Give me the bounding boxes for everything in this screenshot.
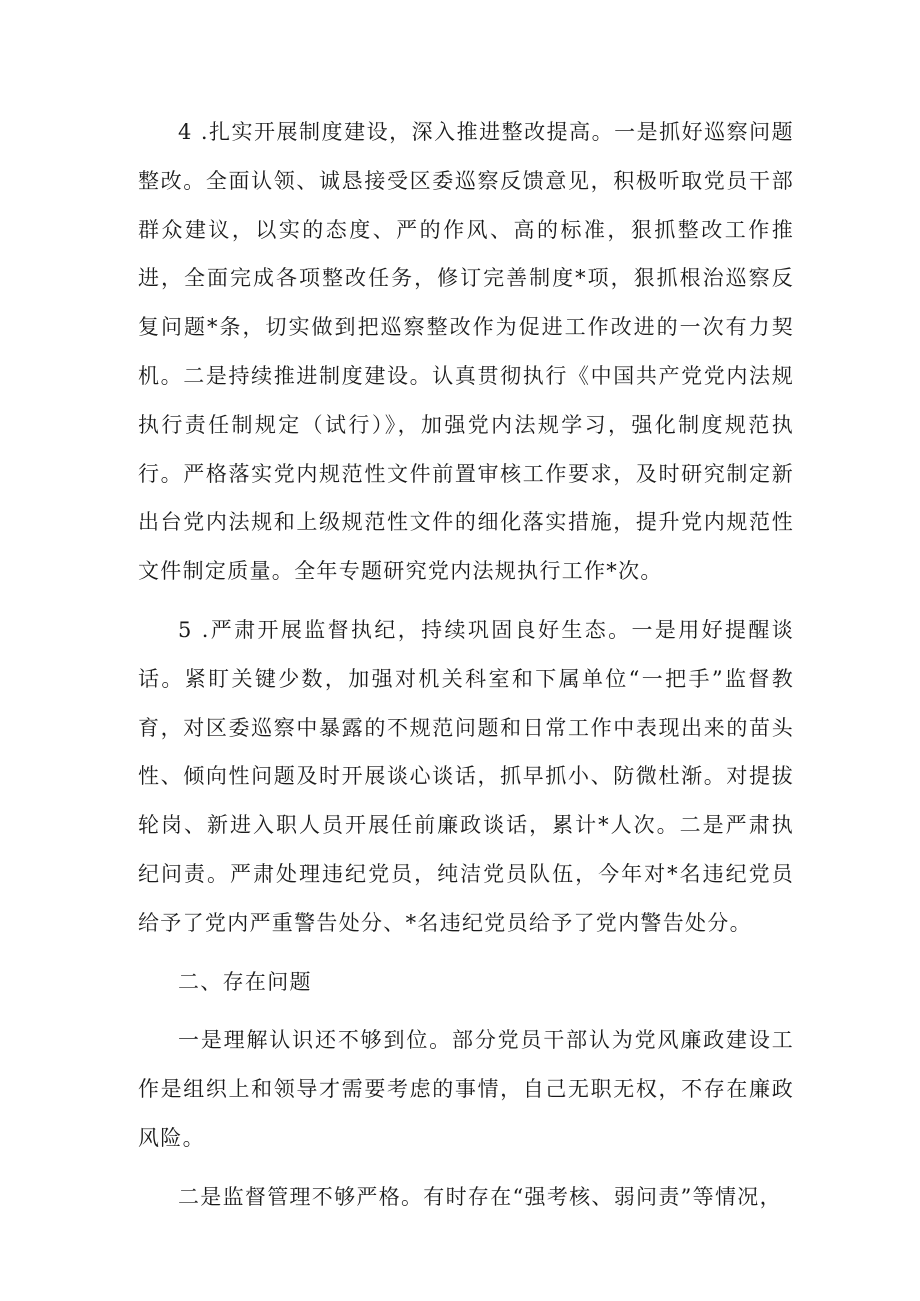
paragraph-supervision-discipline: 5 .严肃开展监督执纪，持续巩固良好生态。一是用好提醒谈话。紧盯关键少数，加强对机关科室和下属单位“一把手”监督教育，对区委巡察中暴露的不规范问题和日常工作中表现出来的苗头性、倾向性问题及时开展谈心谈话，抓早抓小、防微杜渐。对提拔轮岗、新进入职人员开展任前廉政谈话，累计*人次。二是严肃执纪问责。严肃处理违纪党员，纯洁党员队伍，今年对*名违纪党员给予了党内严重警告处分、*名违纪党员给予了党内警告处分。 xyxy=(138,617,794,935)
paragraph-institution-building: 4 .扎实开展制度建设，深入推进整改提高。一是抓好巡察问题整改。全面认领、诚恳接受区委巡察反馈意见，积极听取党员干部群众建议，以实的态度、严的作风、高的标准，狠抓整改工作推进，全面完成各项整改任务，修订完善制度*项，狠抓根治巡察反复问题*条，切实做到把巡察整改作为促进工作改进的一次有力契机。二是持续推进制度建设。认真贯彻执行《中国共产党党内法规执行责任制规定（试行）》，加强党内法规学习，强化制度规范执行。严格落实党内规范性文件前置审核工作要求，及时研究制定新出台党内法规和上级规范性文件的细化落实措施，提升党内规范性文件制定质量。全年专题研究党内法规执行工作*次。 xyxy=(138,120,794,584)
section-heading-existing-problems: 二、存在问题 xyxy=(178,969,312,994)
document-page xyxy=(138,108,794,1222)
paragraph-issue-supervision: 二是监督管理不够严格。有时存在“强考核、弱问责”等情况， xyxy=(178,1184,782,1209)
paragraph-issue-understanding: 一是理解认识还不够到位。部分党员干部认为党风廉政建设工作是组织上和领导才需要考虑的事情，自己无职无权，不存在廉政风险。 xyxy=(138,1028,794,1150)
